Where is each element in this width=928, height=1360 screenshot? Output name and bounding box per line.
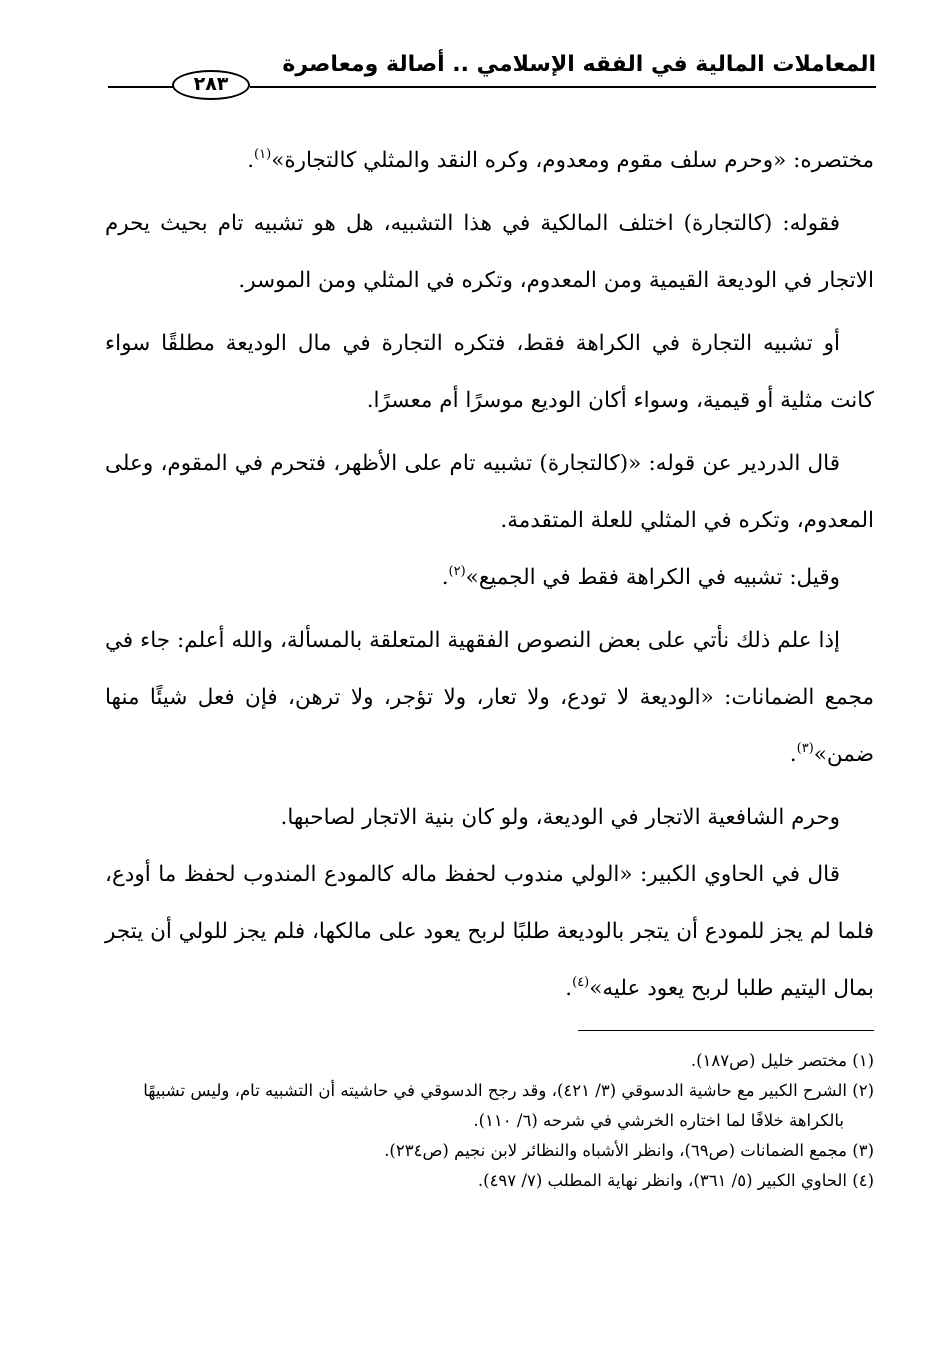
paragraph-6-end: . xyxy=(789,742,797,767)
footnote-ref-3: (٣) xyxy=(796,741,814,756)
paragraph-4: قال الدردير عن قوله: «(كالتجارة) تشبيه تام على الأظهر، فتحرم في المقوم، وعلى المعدوم، وتكره في المثلي للعلة المتقدمة. xyxy=(105,451,874,533)
main-text xyxy=(105,132,874,1017)
paragraph-6-text: إذا علم ذلك نأتي على بعض النصوص الفقهية المتعلقة بالمسألة، والله أعلم: جاء في مجمع الضمانات: «الوديعة لا تودع، ولا تعار، ولا تؤجر، ولا ترهن، فإن فعل شيئًا منها ضمن» xyxy=(105,628,874,767)
footnote-1: (١) مختصر خليل (ص١٨٧). xyxy=(690,1051,874,1070)
running-header-title: المعاملات المالية في الفقه الإسلامي .. أصالة ومعاصرة xyxy=(282,52,876,77)
footnote-ref-1: (١) xyxy=(254,147,272,162)
paragraph-8-text: قال في الحاوي الكبير: «الولي مندوب لحفظ ماله كالمودع المندوب لحفظ ما أودع، فلما لم يجز للمودع أن يتجر بالوديعة طلبًا لربح يعود على مالكها، فلم يجز للولي أن يتجر بمال اليتيم طلبا لربح يعود عليه» xyxy=(105,862,874,1001)
footnotes xyxy=(105,1046,874,1196)
footnote-3: (٣) مجمع الضمانات (ص٦٩)، وانظر الأشباه والنظائر لابن نجيم (ص٢٣٤). xyxy=(384,1141,874,1160)
paragraph-5-end: . xyxy=(441,565,449,590)
paragraph-5-text: وقيل: تشبيه في الكراهة فقط في الجميع» xyxy=(465,565,840,590)
paragraph-1-end: . xyxy=(247,148,255,173)
paragraph-2: فقوله: (كالتجارة) اختلف المالكية في هذا التشبيه، هل هو تشبيه تام بحيث يحرم الاتجار في الوديعة القيمية ومن المعدوم، وتكره في المثلي ومن الموسر. xyxy=(105,211,874,293)
footnote-2: (٢) الشرح الكبير مع حاشية الدسوقي (٣/ ٤٢١)، وقد رجح الدسوقي في حاشيته أن التشبيه تام، وليس تشبيهًا بالكراهة خلافًا لما اختاره الخرشي في شرحه (٦/ ١١٠). xyxy=(143,1081,874,1130)
paragraph-3: أو تشبيه التجارة في الكراهة فقط، فتكره التجارة في مال الوديعة مطلقًا سواء كانت مثلية أو قيمية، وسواء أكان الوديع موسرًا أم معسرًا. xyxy=(105,331,874,413)
paragraph-5 xyxy=(105,549,874,606)
footnote-separator xyxy=(578,1030,874,1031)
paragraph-7: وحرم الشافعية الاتجار في الوديعة، ولو كان بنية الاتجار لصاحبها. xyxy=(280,805,840,830)
footnote-4: (٤) الحاوي الكبير (٥/ ٣٦١)، وانظر نهاية المطلب (٧/ ٤٩٧). xyxy=(477,1171,874,1190)
paragraph-6 xyxy=(105,612,874,783)
footnote-ref-2: (٢) xyxy=(448,564,466,579)
header-rule xyxy=(250,86,876,88)
paragraph-8-end: . xyxy=(565,976,573,1001)
paragraph-1-text: مختصره: «وحرم سلف مقوم ومعدوم، وكره النقد والمثلي كالتجارة» xyxy=(271,148,874,173)
paragraph-1 xyxy=(105,132,874,189)
header-rule-left xyxy=(108,86,174,88)
paragraph-8 xyxy=(105,846,874,1017)
footnote-ref-4: (٤) xyxy=(572,975,590,990)
page-number: ٢٨٣ xyxy=(172,70,250,100)
